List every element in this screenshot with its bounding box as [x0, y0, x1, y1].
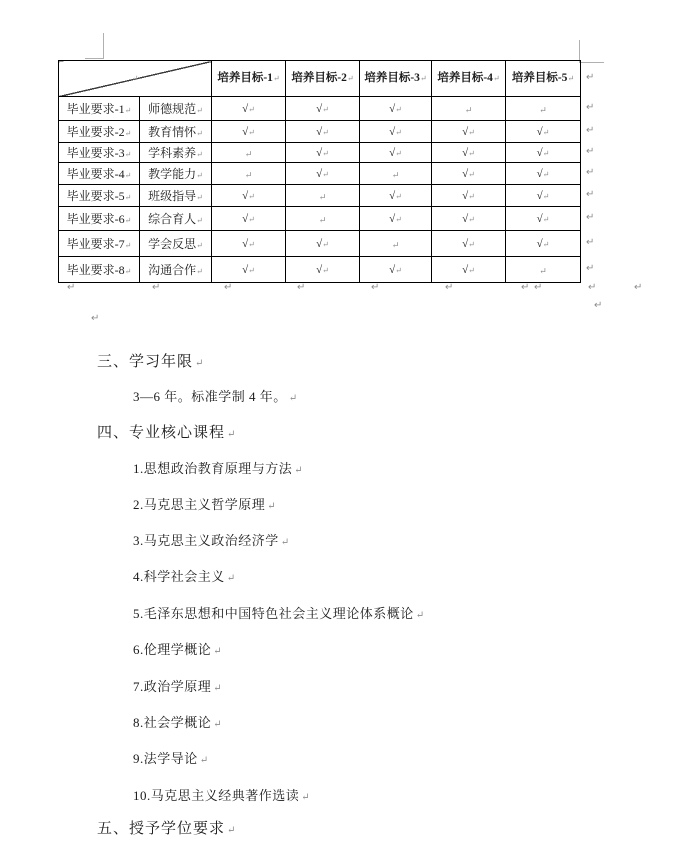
end-of-cell-mark-icon: ↵ — [248, 240, 255, 249]
end-of-cell-mark-icon: ↵ — [542, 192, 550, 201]
check-mark-icon: √ — [462, 190, 469, 202]
check-cell — [506, 163, 581, 185]
objective-column-header-label: 培养目标-2 — [291, 71, 347, 84]
paragraph-mark-icon: ↵ — [301, 792, 311, 803]
check-mark-icon: √ — [462, 238, 469, 250]
end-of-cell-mark-icon: ↵ — [346, 73, 354, 83]
end-of-cell-mark-icon: ↵ — [468, 215, 475, 224]
text-boundary-crop-mark-top-right — [579, 40, 604, 63]
check-mark-icon: √ — [389, 264, 396, 276]
check-cell — [506, 231, 581, 257]
end-of-cell-mark-icon: ↵ — [539, 265, 547, 276]
paragraph-mark-icon: ↵ — [213, 719, 223, 730]
paragraph-mark-icon: ↵ — [588, 282, 597, 293]
check-mark-icon: √ — [316, 264, 323, 276]
paragraph-mark-icon: ↵ — [67, 282, 76, 293]
requirement-id-label: 毕业要求-1 — [66, 101, 125, 116]
check-cell — [432, 231, 506, 257]
end-of-row-mark-icon: ↵ — [586, 212, 595, 223]
check-cell — [360, 97, 432, 121]
check-cell — [212, 207, 286, 231]
check-mark-icon: √ — [536, 190, 543, 202]
check-cell — [212, 231, 286, 257]
end-of-cell-mark-icon: ↵ — [272, 73, 280, 83]
requirement-id-cell — [59, 97, 140, 121]
paragraph-mark-icon: ↵ — [195, 358, 205, 369]
section-heading-text: 五、授予学位要求 — [97, 821, 226, 837]
course-list-item-text: 5.毛泽东思想和中国特色社会主义理论体系概论 — [133, 606, 414, 621]
end-of-cell-mark-icon: ↵ — [419, 73, 427, 83]
requirement-id-cell — [59, 185, 140, 207]
check-mark-icon: √ — [536, 168, 543, 180]
requirement-name-label: 教学能力 — [148, 166, 197, 181]
empty-cell — [212, 143, 286, 163]
paragraph-mark-icon: ↵ — [415, 610, 425, 621]
requirement-name-label: 师德规范 — [148, 101, 197, 116]
paragraph-mark-icon: ↵ — [594, 300, 603, 311]
requirement-id-cell — [59, 163, 140, 185]
objective-column-header-label: 培养目标-4 — [437, 71, 493, 84]
requirement-id-cell — [59, 207, 140, 231]
check-cell — [360, 143, 432, 163]
check-cell — [360, 207, 432, 231]
end-of-cell-mark-icon: ↵ — [395, 192, 402, 201]
table-row — [59, 97, 581, 121]
study-duration-text-text: 3—6 年。标准学制 4 年。 — [133, 389, 287, 404]
paragraph-mark-icon: ↵ — [226, 573, 236, 584]
objective-column-header — [286, 61, 360, 97]
check-cell — [212, 185, 286, 207]
end-of-cell-mark-icon: ↵ — [248, 215, 255, 224]
requirement-name-cell — [140, 97, 212, 121]
course-list-item-text: 4.科学社会主义 — [133, 569, 225, 584]
end-of-cell-mark-icon: ↵ — [492, 73, 500, 83]
end-of-cell-mark-icon: ↵ — [542, 240, 550, 249]
end-of-cell-mark-icon: ↵ — [542, 128, 550, 137]
end-of-cell-mark-icon: ↵ — [131, 73, 139, 83]
course-list-item — [133, 748, 209, 767]
check-mark-icon: √ — [389, 190, 396, 202]
check-mark-icon: √ — [316, 168, 323, 180]
requirement-name-cell — [140, 207, 212, 231]
end-of-cell-mark-icon: ↵ — [318, 214, 327, 225]
requirement-id-label: 毕业要求-7 — [66, 236, 125, 251]
end-of-cell-mark-icon: ↵ — [468, 128, 475, 137]
end-of-row-mark-icon: ↵ — [586, 189, 595, 200]
end-of-cell-mark-icon: ↵ — [322, 128, 329, 137]
end-of-cell-mark-icon: ↵ — [322, 149, 329, 158]
check-cell — [286, 97, 360, 121]
course-list-item-text: 9.法学导论 — [133, 751, 198, 766]
course-list-item-text: 6.伦理学概论 — [133, 642, 212, 657]
check-cell — [506, 143, 581, 163]
table-row — [59, 143, 581, 163]
end-of-cell-mark-icon: ↵ — [244, 169, 253, 180]
requirements-objectives-matrix-table — [58, 60, 581, 283]
end-of-cell-mark-icon: ↵ — [322, 105, 329, 114]
requirement-name-cell — [140, 231, 212, 257]
check-mark-icon: √ — [316, 147, 323, 159]
objective-column-header — [212, 61, 286, 97]
end-of-cell-mark-icon: ↵ — [124, 215, 132, 225]
empty-cell — [360, 231, 432, 257]
end-of-cell-mark-icon: ↵ — [124, 105, 132, 115]
end-of-cell-mark-icon: ↵ — [542, 170, 550, 179]
text-boundary-crop-mark-top-left — [85, 33, 104, 59]
end-of-cell-mark-icon: ↵ — [395, 266, 402, 275]
requirement-id-label: 毕业要求-8 — [66, 262, 125, 277]
end-of-row-mark-icon: ↵ — [586, 72, 595, 83]
end-of-cell-mark-icon: ↵ — [248, 192, 255, 201]
empty-cell — [212, 163, 286, 185]
paragraph-mark-icon: ↵ — [634, 282, 643, 293]
end-of-cell-mark-icon: ↵ — [196, 192, 203, 202]
paragraph-mark-icon: ↵ — [199, 755, 209, 766]
course-list-item — [133, 676, 222, 695]
end-of-cell-mark-icon: ↵ — [468, 240, 475, 249]
end-of-cell-mark-icon: ↵ — [391, 169, 400, 180]
requirement-name-label: 学会反思 — [148, 236, 197, 251]
end-of-row-mark-icon: ↵ — [586, 167, 595, 178]
course-list-item-text: 3.马克思主义政治经济学 — [133, 533, 279, 548]
course-list-item-text: 1.思想政治教育原理与方法 — [133, 461, 293, 476]
course-list-item — [133, 603, 425, 622]
check-mark-icon: √ — [242, 238, 249, 250]
end-of-cell-mark-icon: ↵ — [468, 266, 475, 275]
end-of-cell-mark-icon: ↵ — [395, 149, 402, 158]
check-cell — [360, 121, 432, 143]
end-of-cell-mark-icon: ↵ — [322, 170, 329, 179]
paragraph-mark-icon: ↵ — [213, 683, 223, 694]
check-mark-icon: √ — [242, 190, 249, 202]
end-of-cell-mark-icon: ↵ — [124, 266, 132, 276]
check-cell — [432, 185, 506, 207]
end-of-cell-mark-icon: ↵ — [196, 240, 203, 250]
end-of-cell-mark-icon: ↵ — [322, 240, 329, 249]
empty-cell — [506, 97, 581, 121]
paragraph-mark-icon: ↵ — [267, 501, 277, 512]
requirement-name-label: 学科素养 — [148, 145, 197, 160]
empty-cell — [286, 207, 360, 231]
section-heading — [97, 421, 236, 442]
paragraph-mark-icon: ↵ — [534, 282, 543, 293]
course-list-item — [133, 458, 303, 477]
section-heading — [97, 350, 204, 371]
course-list-item-text: 8.社会学概论 — [133, 715, 212, 730]
end-of-cell-mark-icon: ↵ — [124, 240, 132, 250]
end-of-cell-mark-icon: ↵ — [395, 105, 402, 114]
course-list-item-text: 10.马克思主义经典著作选读 — [133, 788, 300, 803]
check-cell — [212, 257, 286, 283]
objective-column-header-label: 培养目标-1 — [217, 71, 273, 84]
paragraph-mark-icon: ↵ — [152, 282, 161, 293]
requirement-id-cell — [59, 257, 140, 283]
section-heading — [97, 817, 236, 838]
course-list-item — [133, 785, 310, 804]
requirement-id-label: 毕业要求-6 — [66, 211, 125, 226]
objective-column-header — [432, 61, 506, 97]
end-of-cell-mark-icon: ↵ — [196, 128, 203, 138]
check-mark-icon: √ — [462, 168, 469, 180]
requirement-name-cell — [140, 121, 212, 143]
end-of-cell-mark-icon: ↵ — [196, 215, 203, 225]
table-row — [59, 185, 581, 207]
paragraph-mark-icon: ↵ — [213, 646, 223, 657]
check-mark-icon: √ — [242, 213, 249, 225]
check-mark-icon: √ — [316, 103, 323, 115]
table-row — [59, 163, 581, 185]
paragraph-mark-icon: ↵ — [294, 465, 304, 476]
check-cell — [212, 121, 286, 143]
end-of-row-mark-icon: ↵ — [586, 102, 595, 113]
section-heading-text: 四、专业核心课程 — [97, 425, 226, 441]
end-of-row-mark-icon: ↵ — [586, 237, 595, 248]
requirement-id-cell — [59, 121, 140, 143]
end-of-cell-mark-icon: ↵ — [542, 149, 550, 158]
empty-cell — [360, 163, 432, 185]
paragraph-mark-icon: ↵ — [445, 282, 454, 293]
end-of-cell-mark-icon: ↵ — [395, 215, 402, 224]
check-mark-icon: √ — [316, 126, 323, 138]
check-mark-icon: √ — [389, 213, 396, 225]
objective-column-header-label: 培养目标-5 — [511, 71, 568, 84]
check-cell — [286, 121, 360, 143]
study-duration-text — [133, 386, 298, 405]
empty-cell — [506, 257, 581, 283]
check-cell — [432, 143, 506, 163]
check-mark-icon: √ — [462, 213, 469, 225]
end-of-cell-mark-icon: ↵ — [391, 239, 400, 250]
check-cell — [286, 163, 360, 185]
end-of-cell-mark-icon: ↵ — [196, 170, 203, 180]
course-list-item — [133, 639, 222, 658]
table-row — [59, 207, 581, 231]
check-mark-icon: √ — [536, 126, 543, 138]
requirement-id-label: 毕业要求-2 — [66, 124, 125, 139]
check-cell — [506, 121, 581, 143]
check-cell — [212, 97, 286, 121]
requirement-name-label: 班级指导 — [148, 188, 197, 203]
requirement-name-cell — [140, 163, 212, 185]
course-list-item — [133, 566, 236, 585]
end-of-cell-mark-icon: ↵ — [322, 266, 329, 275]
end-of-cell-mark-icon: ↵ — [464, 104, 473, 115]
requirement-name-cell — [140, 185, 212, 207]
check-cell — [506, 185, 581, 207]
check-mark-icon: √ — [242, 126, 249, 138]
table-row — [59, 231, 581, 257]
table-row — [59, 121, 581, 143]
objective-column-header — [506, 61, 581, 97]
end-of-row-mark-icon: ↵ — [586, 125, 595, 136]
requirement-id-label: 毕业要求-4 — [66, 166, 125, 181]
check-mark-icon: √ — [462, 126, 469, 138]
end-of-cell-mark-icon: ↵ — [539, 104, 547, 115]
check-cell — [360, 185, 432, 207]
requirement-id-label: 毕业要求-5 — [66, 188, 125, 203]
check-mark-icon: √ — [536, 147, 543, 159]
end-of-cell-mark-icon: ↵ — [248, 266, 255, 275]
end-of-row-mark-icon: ↵ — [586, 146, 595, 157]
check-cell — [286, 257, 360, 283]
check-cell — [432, 207, 506, 231]
end-of-cell-mark-icon: ↵ — [196, 105, 203, 115]
end-of-cell-mark-icon: ↵ — [124, 128, 132, 138]
end-of-cell-mark-icon: ↵ — [124, 170, 132, 180]
end-of-cell-mark-icon: ↵ — [124, 192, 132, 202]
end-of-cell-mark-icon: ↵ — [248, 105, 255, 114]
requirement-name-cell — [140, 143, 212, 163]
check-cell — [286, 143, 360, 163]
requirement-name-cell — [140, 257, 212, 283]
paragraph-mark-icon: ↵ — [91, 313, 100, 324]
paragraph-mark-icon: ↵ — [227, 429, 237, 440]
end-of-cell-mark-icon: ↵ — [468, 192, 475, 201]
check-mark-icon: √ — [462, 264, 469, 276]
requirement-name-label: 综合育人 — [148, 211, 197, 226]
check-mark-icon: √ — [389, 147, 396, 159]
paragraph-mark-icon: ↵ — [297, 282, 306, 293]
section-heading-text: 三、学习年限 — [97, 354, 194, 370]
end-of-cell-mark-icon: ↵ — [318, 191, 327, 202]
end-of-cell-mark-icon: ↵ — [196, 266, 203, 276]
requirement-id-cell — [59, 231, 140, 257]
course-list-item — [133, 494, 276, 513]
end-of-cell-mark-icon: ↵ — [468, 149, 475, 158]
paragraph-mark-icon: ↵ — [288, 393, 298, 404]
course-list-item — [133, 530, 290, 549]
end-of-cell-mark-icon: ↵ — [196, 149, 203, 159]
course-list-item-text: 7.政治学原理 — [133, 679, 212, 694]
matrix-table-body — [59, 61, 581, 283]
requirement-name-label: 教育情怀 — [148, 124, 197, 139]
paragraph-mark-icon: ↵ — [280, 537, 290, 548]
check-cell — [506, 207, 581, 231]
requirement-id-label: 毕业要求-3 — [66, 145, 125, 160]
paragraph-mark-icon: ↵ — [371, 282, 380, 293]
end-of-cell-mark-icon: ↵ — [244, 148, 253, 159]
check-mark-icon: √ — [242, 264, 249, 276]
check-mark-icon: √ — [389, 103, 396, 115]
check-mark-icon: √ — [316, 238, 323, 250]
course-list-item — [133, 712, 222, 731]
diagonal-header-cell — [59, 61, 212, 97]
course-list-item-text: 2.马克思主义哲学原理 — [133, 497, 266, 512]
objective-column-header-label: 培养目标-3 — [364, 71, 420, 84]
end-of-cell-mark-icon: ↵ — [395, 128, 402, 137]
check-mark-icon: √ — [242, 103, 249, 115]
check-mark-icon: √ — [389, 126, 396, 138]
end-of-cell-mark-icon: ↵ — [542, 215, 550, 224]
end-of-cell-mark-icon: ↵ — [567, 73, 575, 83]
table-row — [59, 257, 581, 283]
check-mark-icon: √ — [536, 238, 543, 250]
objective-column-header — [360, 61, 432, 97]
requirement-id-cell — [59, 143, 140, 163]
check-cell — [432, 121, 506, 143]
requirement-name-label: 沟通合作 — [148, 262, 197, 277]
check-mark-icon: √ — [536, 213, 543, 225]
end-of-cell-mark-icon: ↵ — [248, 128, 255, 137]
end-of-row-mark-icon: ↵ — [586, 263, 595, 274]
paragraph-mark-icon: ↵ — [521, 282, 530, 293]
check-cell — [286, 231, 360, 257]
end-of-cell-mark-icon: ↵ — [468, 170, 475, 179]
check-mark-icon: √ — [462, 147, 469, 159]
paragraph-mark-icon: ↵ — [227, 825, 237, 836]
empty-cell — [286, 185, 360, 207]
end-of-cell-mark-icon: ↵ — [124, 149, 132, 159]
empty-cell — [432, 97, 506, 121]
check-cell — [432, 257, 506, 283]
check-cell — [432, 163, 506, 185]
check-cell — [360, 257, 432, 283]
paragraph-mark-icon: ↵ — [224, 282, 233, 293]
